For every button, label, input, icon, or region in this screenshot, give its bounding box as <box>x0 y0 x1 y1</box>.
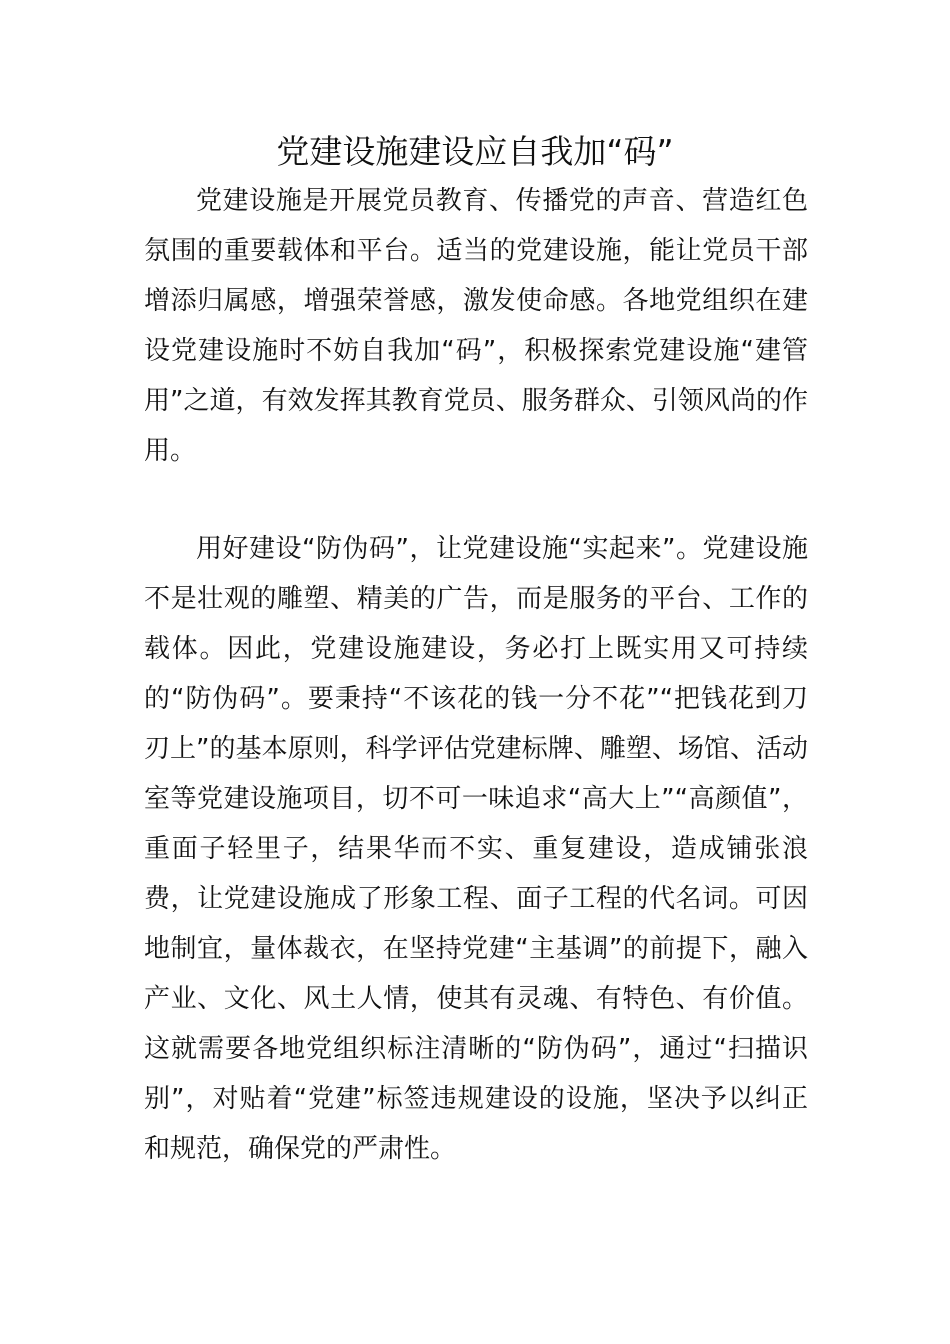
document-title: 党建设施建设应自我加“码” <box>276 132 674 171</box>
paragraph-intro: 党建设施是开展党员教育、传播党的声音、营造红色氛围的重要载体和平台。适当的党建设施，能让党员干部增添归属感，增强荣誉感，激发使命感。各地党组织在建设党建设施时不妨自我加“码”，积极探索党建设施“建管用”之道，有效发挥其教育党员、服务群众、引领风尚的作用。 <box>144 186 808 466</box>
paragraph-anti-counterfeit-code: 用好建设“防伪码”，让党建设施“实起来”。党建设施不是壮观的雕塑、精美的广告，而是服务的平台、工作的载体。因此，党建设施建设，务必打上既实用又可持续的“防伪码”。要秉持“不该花的钱一分不花”“把钱花到刀刃上”的基本原则，科学评估党建标牌、雕塑、场馆、活动室等党建设施项目，切不可一味追求“高大上”“高颜值”，重面子轻里子，结果华而不实、重复建设，造成铺张浪费，让党建设施成了形象工程、面子工程的代名词。可因地制宜，量体裁衣，在坚持党建“主基调”的前提下，融入产业、文化、风土人情，使其有灵魂、有特色、有价值。这就需要各地党组织标注清晰的“防伪码”，通过“扫描识别”，对贴着“党建”标签违规建设的设施，坚决予以纠正和规范，确保党的严肃性。 <box>144 534 808 1164</box>
